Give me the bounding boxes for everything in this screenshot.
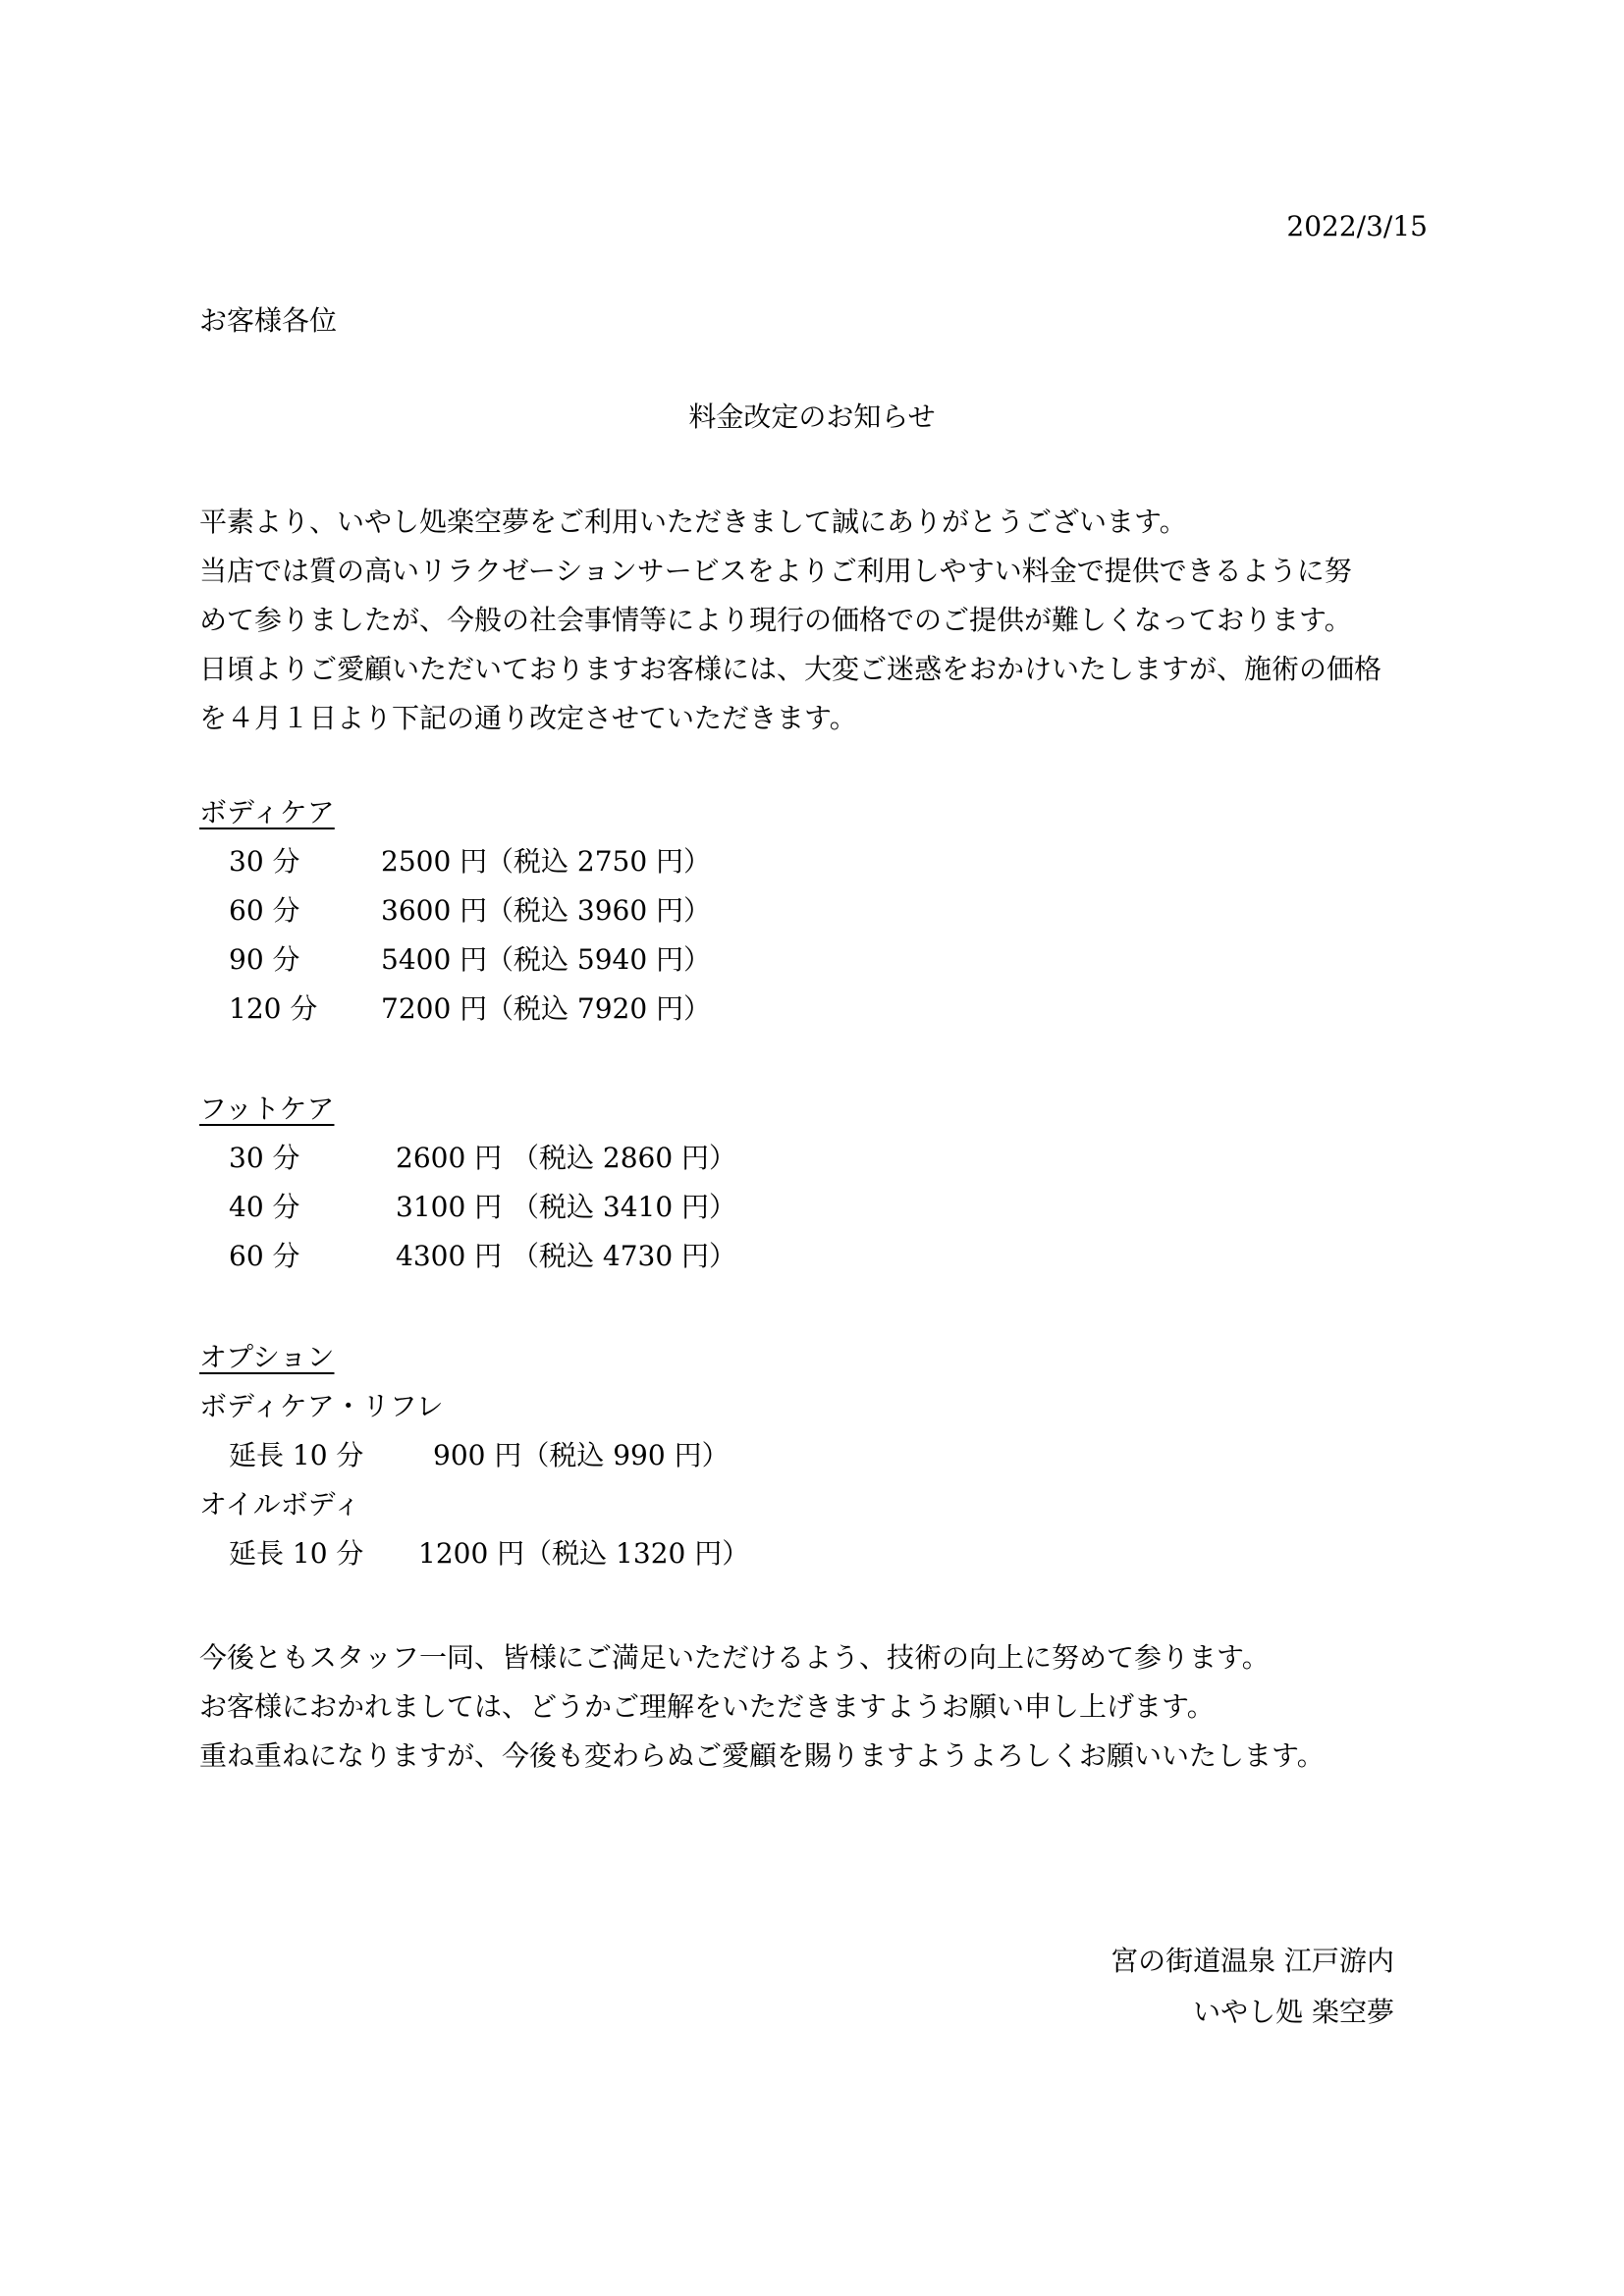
signature-line-2: いやし処 楽空夢 — [1193, 1996, 1394, 2028]
intro-line: を４月１日より下記の通り改定させていただきます。 — [199, 702, 857, 734]
intro-paragraph — [199, 498, 1436, 743]
tax-included-price: （税込 2860 円） — [512, 1142, 737, 1174]
option-label: 延長 10 分 — [229, 1537, 364, 1570]
price-row — [199, 1134, 1083, 1183]
document-title: 料金改定のお知らせ — [688, 400, 936, 433]
document-date: 2022/3/15 — [1286, 210, 1428, 242]
duration: 60 分 — [229, 894, 300, 927]
signature-line-1: 宮の街道温泉 江戸游内 — [1110, 1945, 1394, 1977]
price-row — [199, 837, 1083, 886]
price: 3100 円 — [396, 1191, 503, 1223]
option-group-name: ボディケア・リフレ — [199, 1390, 444, 1422]
option-price: 900 円（税込 990 円） — [433, 1439, 730, 1471]
foot-care-section — [199, 1085, 1083, 1281]
tax-included-price: （税込 2750 円） — [486, 845, 712, 878]
duration: 120 分 — [229, 992, 318, 1025]
duration: 30 分 — [229, 845, 300, 878]
intro-line: 平素より、いやし処楽空夢をご利用いただきまして誠にありがとうございます。 — [199, 506, 1187, 538]
tax-included-price: （税込 3410 円） — [512, 1191, 737, 1223]
duration: 90 分 — [229, 943, 300, 976]
closing-line: 重ね重ねになりますが、今後も変わらぬご愛顧を賜りますようよろしくお願いいたします。 — [199, 1739, 1325, 1772]
price-row — [199, 935, 1083, 985]
price-row — [199, 1232, 1083, 1281]
closing-line: 今後ともスタッフ一同、皆様にご満足いただけるよう、技術の向上に努めて参ります。 — [199, 1641, 1270, 1674]
price: 4300 円 — [396, 1240, 503, 1272]
option-group-name: オイルボディ — [199, 1488, 361, 1521]
duration: 30 分 — [229, 1142, 300, 1174]
options-heading: オプション — [199, 1341, 335, 1373]
price: 2600 円 — [396, 1142, 503, 1174]
price: 3600 円 — [381, 894, 488, 927]
option-row — [199, 1431, 1083, 1480]
closing-paragraph — [199, 1633, 1436, 1781]
intro-line: めて参りましたが、今般の社会事情等により現行の価格でのご提供が難しくなっております。 — [199, 604, 1352, 636]
closing-line: お客様におかれましては、どうかご理解をいただきますようお願い申し上げます。 — [199, 1690, 1215, 1723]
price-row — [199, 985, 1083, 1034]
body-care-section — [199, 788, 1083, 1034]
recipient: お客様各位 — [199, 304, 338, 337]
tax-included-price: （税込 3960 円） — [486, 894, 712, 927]
options-section — [199, 1333, 1083, 1578]
foot-care-heading: フットケア — [199, 1093, 335, 1125]
price-row — [199, 886, 1083, 935]
tax-included-price: （税込 5940 円） — [486, 943, 712, 976]
intro-line: 当店では質の高いリラクゼーションサービスをよりご利用しやすい料金で提供できるように努 — [199, 555, 1352, 587]
intro-line: 日頃よりご愛顧いただいておりますお客様には、大変ご迷惑をおかけいたしますが、施術の価格 — [199, 653, 1382, 685]
option-price: 1200 円（税込 1320 円） — [418, 1537, 750, 1570]
duration: 60 分 — [229, 1240, 300, 1272]
option-row — [199, 1529, 1083, 1578]
option-label: 延長 10 分 — [229, 1439, 364, 1471]
body-care-heading: ボディケア — [199, 796, 335, 828]
tax-included-price: （税込 7920 円） — [486, 992, 712, 1025]
duration: 40 分 — [229, 1191, 300, 1223]
tax-included-price: （税込 4730 円） — [512, 1240, 737, 1272]
price: 5400 円 — [381, 943, 488, 976]
price: 7200 円 — [381, 992, 488, 1025]
price: 2500 円 — [381, 845, 488, 878]
price-row — [199, 1183, 1083, 1232]
